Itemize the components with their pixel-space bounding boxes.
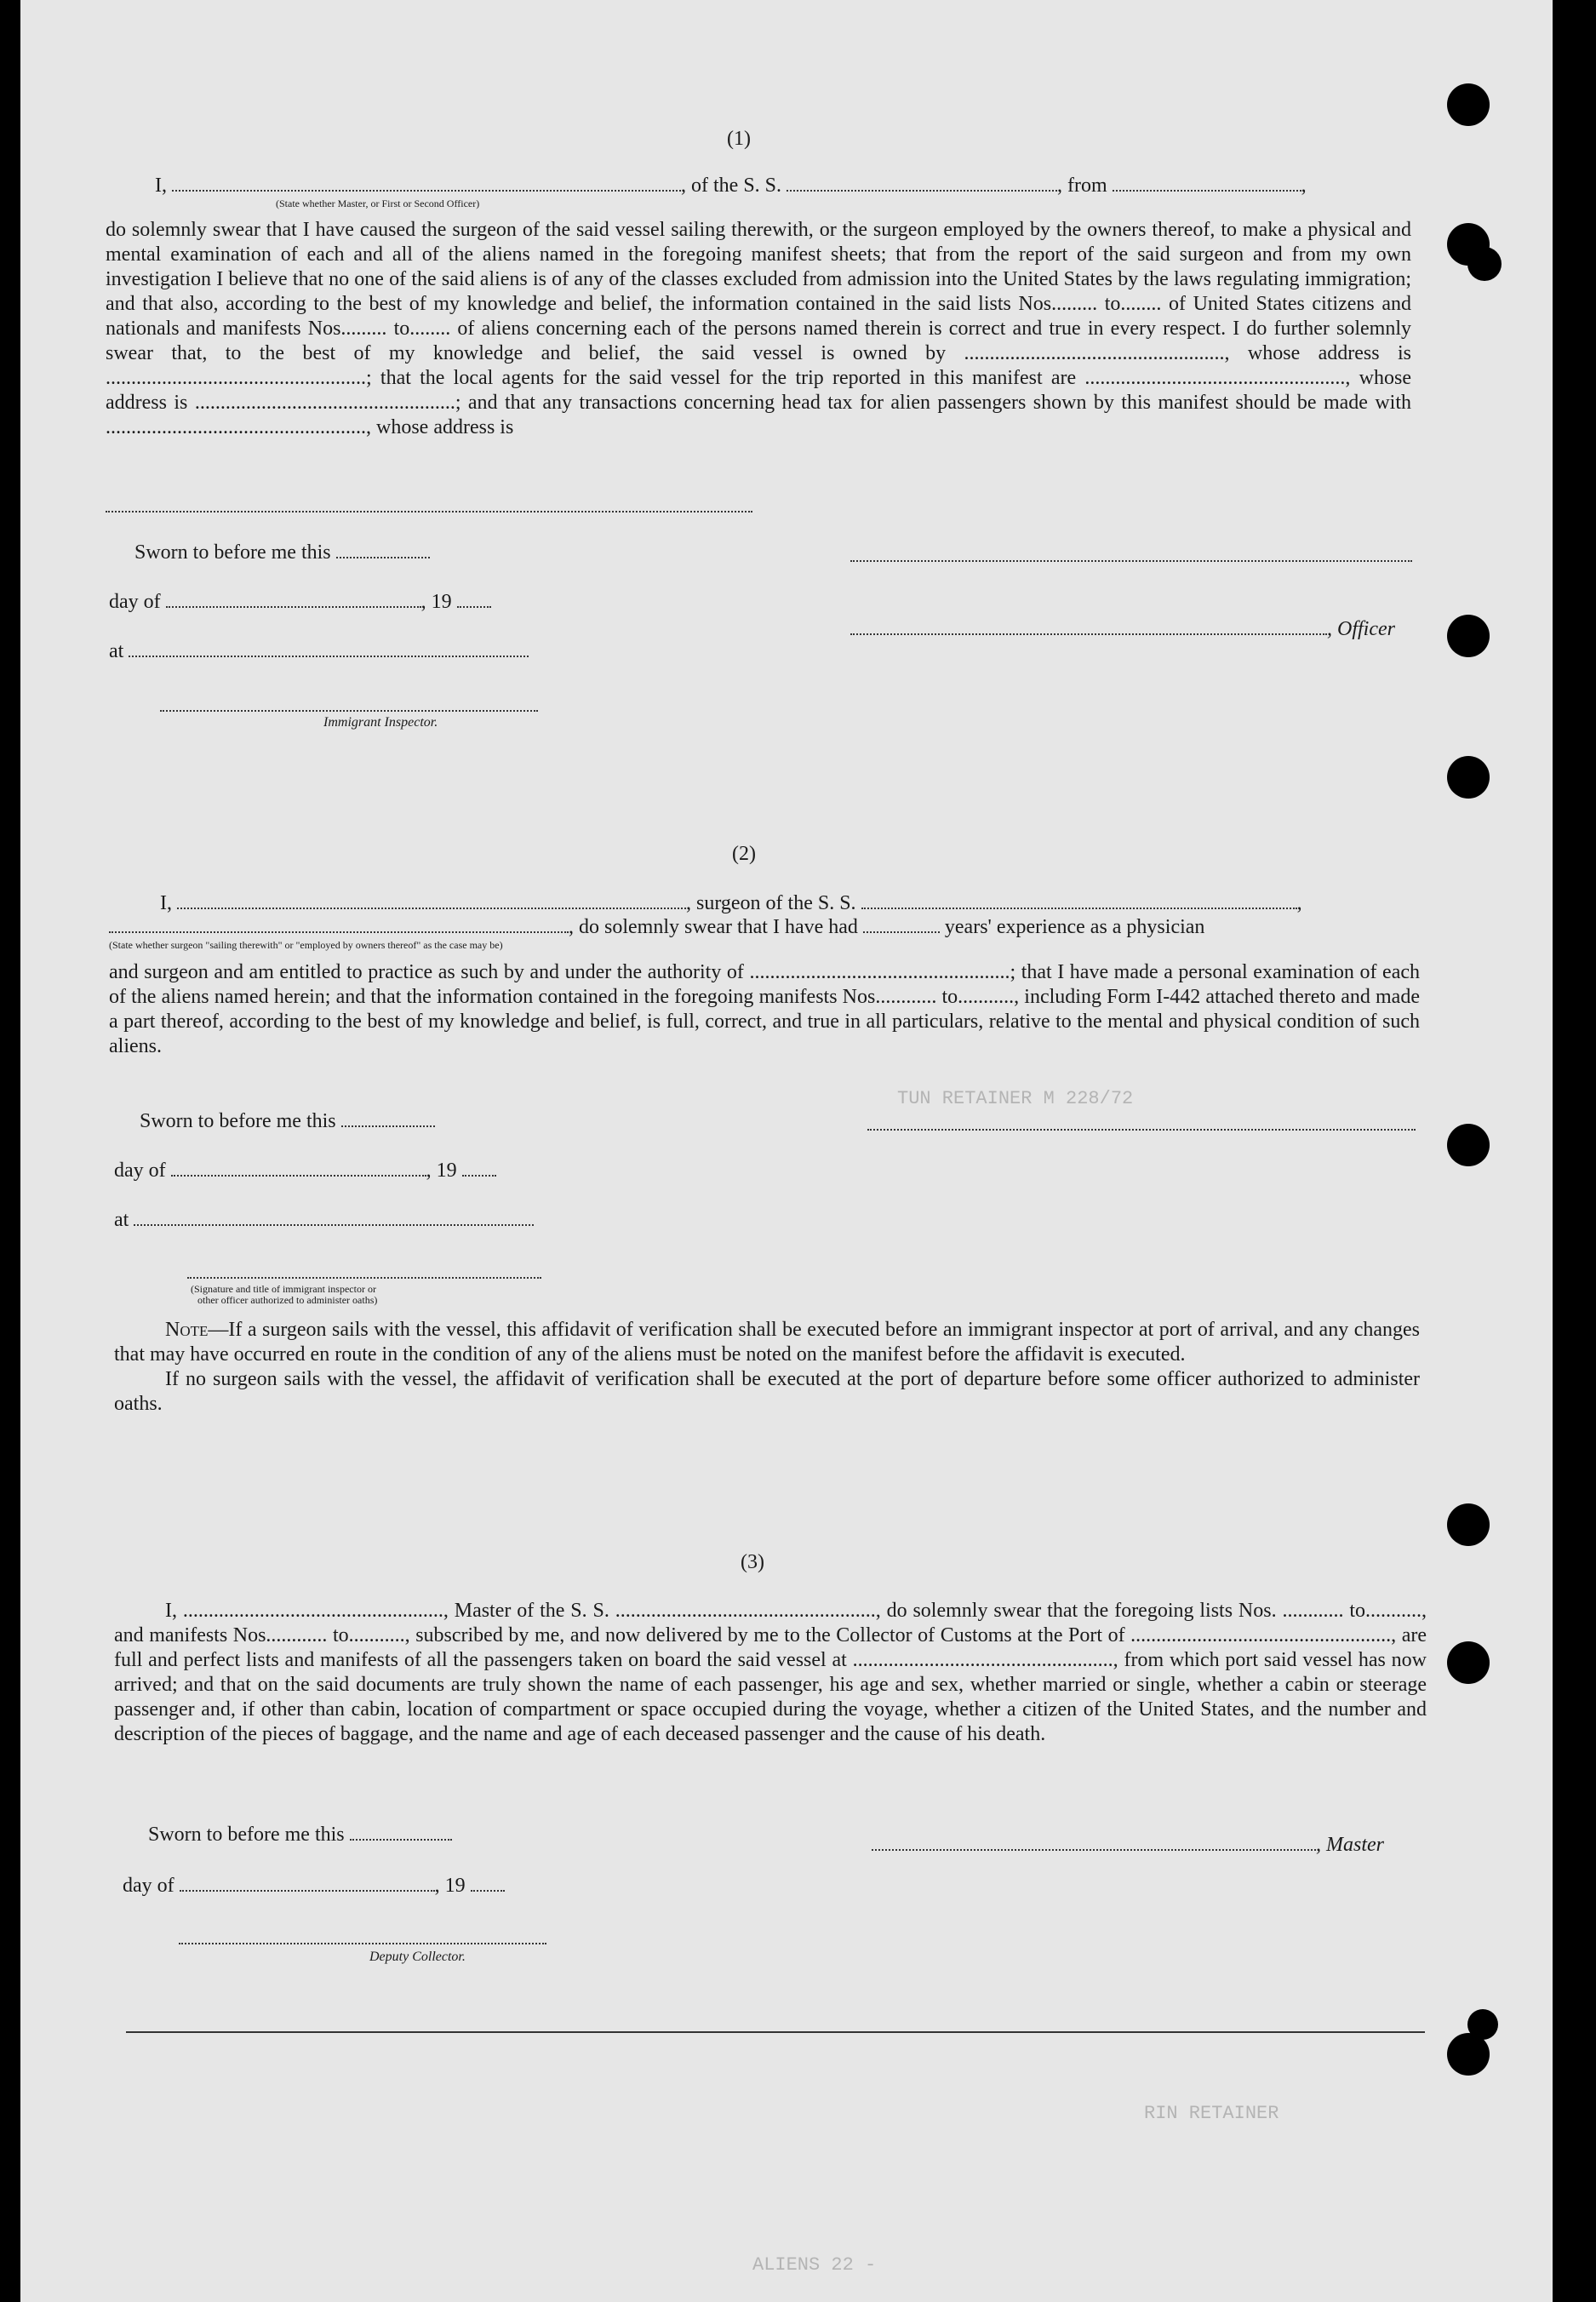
note-label: Note (165, 1319, 209, 1341)
inspector-signature-line[interactable] (187, 1275, 541, 1279)
address-continuation-line[interactable] (106, 509, 752, 513)
officer-title-field[interactable] (850, 618, 1327, 635)
years-experience-field[interactable] (863, 916, 940, 933)
section-1-body (106, 218, 1411, 440)
punch-hole (1447, 1124, 1490, 1166)
section-3-body (114, 1599, 1427, 1747)
signature-caption (191, 1284, 377, 1306)
officer-title-line (850, 618, 1395, 641)
section-3-body-text: I, ..................................................., Master of the S. S. ..................................................., do solemnly swear that the foregoing lists Nos. ............ to..........., and manifests Nos............ to..........., subscribed by me, and now delivered by me to the Collector of Customs at the Port of ..................................................., are full and perfect lists and manifests of all the passengers taken on board the said vessel at ..................................................., from which port said vessel has now arrived; and that on the said documents are truly shown the name of each passenger, his age and sex, whether married or single, whether a cabin or steerage passenger and, if other than cabin, location of compartment or space occupied during the voyage, whether a citizen of the United States, and the number and description of the pieces of baggage, and the name and age of each deceased passenger and the cause of his death. (114, 1600, 1427, 1745)
surgeon-vessel-field[interactable] (861, 892, 1297, 909)
bleed-through-text: TUN RETAINER M 228/72 (897, 1088, 1134, 1109)
from-port-field[interactable] (1113, 175, 1301, 192)
sworn-line-2 (140, 1110, 435, 1133)
section-1-first-line: I, , of the S. S. , from , (155, 175, 1307, 197)
i-label: I, (155, 175, 167, 197)
day-of-month-field[interactable] (180, 1875, 435, 1892)
section-2-number: (2) (732, 843, 756, 865)
section-3-number: (3) (741, 1551, 764, 1573)
punch-hole (1467, 2009, 1498, 2040)
officer-name-field[interactable] (172, 175, 681, 192)
bottom-divider (126, 2031, 1425, 2033)
year-field[interactable] (471, 1875, 505, 1892)
section-1-body-text: do solemnly swear that I have caused the surgeon of the said vessel sailing therewith, or the surgeon employed by the owners thereof, to make a physical and mental examination of each and all of the aliens named in the foregoing manifest sheets; that from the report of the said surgeon and from my own investigation I believe that no one of the said aliens is of any of the classes excluded from admission into the United States by the laws regulating immigration; and that also, according to the best of my knowledge and belief, the information contained in the said lists Nos......... to........ of United States citizens and nationals and manifests Nos......... to........ of aliens concerning each of the persons named therein is correct and true in every respect. I do further solemnly swear that, to the best of my knowledge and belief, the said vessel is owned by ..................................................., whose address is ...................................................; that the local agents for the said vessel for the trip reported in this manifest are ..................................................., whose address is ...................................................; and that any transactions concerning head tax for alien passengers shown by this manifest should be made with ..................................................., whose address is (106, 219, 1411, 438)
year-label: , 19 (426, 1160, 457, 1182)
note-paragraph-1 (114, 1318, 1420, 1367)
day-of-label: day of (114, 1160, 166, 1182)
vessel-name-field[interactable] (787, 175, 1057, 192)
year-field[interactable] (462, 1160, 496, 1177)
sworn-day-field[interactable] (341, 1110, 435, 1127)
sworn-line-1 (134, 541, 430, 564)
surgeon-subcaption: (State whether surgeon "sailing therewith" or "employed by owners thereof" as the case may be) (109, 939, 503, 951)
surgeon-of-label: , surgeon of the S. S. (686, 892, 856, 914)
at-line-1 (109, 640, 529, 663)
surgeon-signature-line[interactable] (867, 1127, 1416, 1131)
year-label: , 19 (420, 591, 452, 613)
punch-hole (1447, 83, 1490, 126)
solemnly-label: , do solemnly swear that I have had (569, 916, 858, 938)
section-2-first-line: I, , surgeon of the S. S. , (160, 892, 1302, 914)
day-of-label: day of (109, 591, 161, 613)
surgeon-status-field[interactable] (109, 916, 569, 933)
section-2-second-line (109, 916, 1204, 939)
bleed-through-text: ALIENS 22 - (752, 2254, 877, 2276)
sworn-day-field[interactable] (336, 541, 430, 558)
at-line-2 (114, 1209, 534, 1232)
officer-signature-line[interactable] (850, 558, 1412, 562)
note-text: —If a surgeon sails with the vessel, this affidavit of verification shall be executed before an immigrant inspector at port of arrival, and any changes that may have occurred en route in the condition of any of the aliens must be noted on the manifest before the affidavit is executed. (114, 1319, 1420, 1366)
punch-hole (1447, 1641, 1490, 1684)
sworn-label: Sworn to before me this (140, 1110, 336, 1132)
i-label: I, (160, 892, 172, 914)
deputy-signature-line[interactable] (179, 1941, 546, 1944)
signature-caption-line: other officer authorized to administer oaths) (197, 1294, 378, 1306)
day-of-line-1 (109, 591, 491, 614)
day-of-label: day of (123, 1875, 174, 1897)
of-ss-label: , of the S. S. (681, 175, 782, 197)
section-1-number: (1) (727, 128, 751, 150)
punch-hole (1467, 247, 1502, 281)
sworn-label: Sworn to before me this (148, 1824, 345, 1846)
section-2-body-text: and surgeon and am entitled to practice as such by and under the authority of ...................................................; that I have made a personal examination of each of the aliens named herein; and that the information contained in the foregoing manifests Nos............ to..........., including Form I-442 attached thereto and made a part thereof, according to the best of my knowledge and belief, is full, correct, and true in all particulars, relative to the mental and physical condition of such aliens. (109, 961, 1420, 1057)
punch-hole (1447, 615, 1490, 657)
years-label: years' experience as a physician (944, 916, 1205, 938)
at-label: at (109, 640, 124, 662)
officer-label: , Officer (1327, 618, 1395, 640)
sworn-line-3 (148, 1824, 452, 1847)
day-of-month-field[interactable] (166, 591, 421, 608)
day-of-line-3 (123, 1875, 505, 1898)
at-label: at (114, 1209, 129, 1231)
officer-subcaption: (State whether Master, or First or Second Officer) (276, 198, 480, 209)
at-place-field[interactable] (129, 640, 529, 657)
inspector-signature-line[interactable] (160, 708, 538, 712)
from-label: , from (1057, 175, 1107, 197)
punch-hole (1447, 756, 1490, 799)
inspector-caption: Immigrant Inspector. (323, 715, 438, 730)
master-label: , Master (1316, 1834, 1384, 1856)
bleed-through-text: RIN RETAINER (1144, 2103, 1279, 2124)
surgeon-name-field[interactable] (177, 892, 686, 909)
year-field[interactable] (457, 591, 491, 608)
day-of-month-field[interactable] (171, 1160, 426, 1177)
deputy-caption: Deputy Collector. (369, 1950, 466, 1964)
sworn-day-field[interactable] (350, 1824, 452, 1841)
signature-caption-line: (Signature and title of immigrant inspector or (191, 1283, 376, 1295)
year-label: , 19 (434, 1875, 466, 1897)
form-page (20, 0, 1553, 2302)
master-signature-field[interactable] (872, 1834, 1316, 1851)
day-of-line-2 (114, 1160, 496, 1182)
sworn-label: Sworn to before me this (134, 541, 331, 564)
master-signature-line (872, 1834, 1384, 1857)
section-2-body (109, 960, 1420, 1059)
note-block (114, 1318, 1420, 1417)
punch-hole (1447, 1503, 1490, 1546)
note-paragraph-2: If no surgeon sails with the vessel, the affidavit of verification shall be executed at the port of departure before some officer authorized to administer oaths. (114, 1368, 1420, 1415)
at-place-field[interactable] (134, 1209, 534, 1226)
